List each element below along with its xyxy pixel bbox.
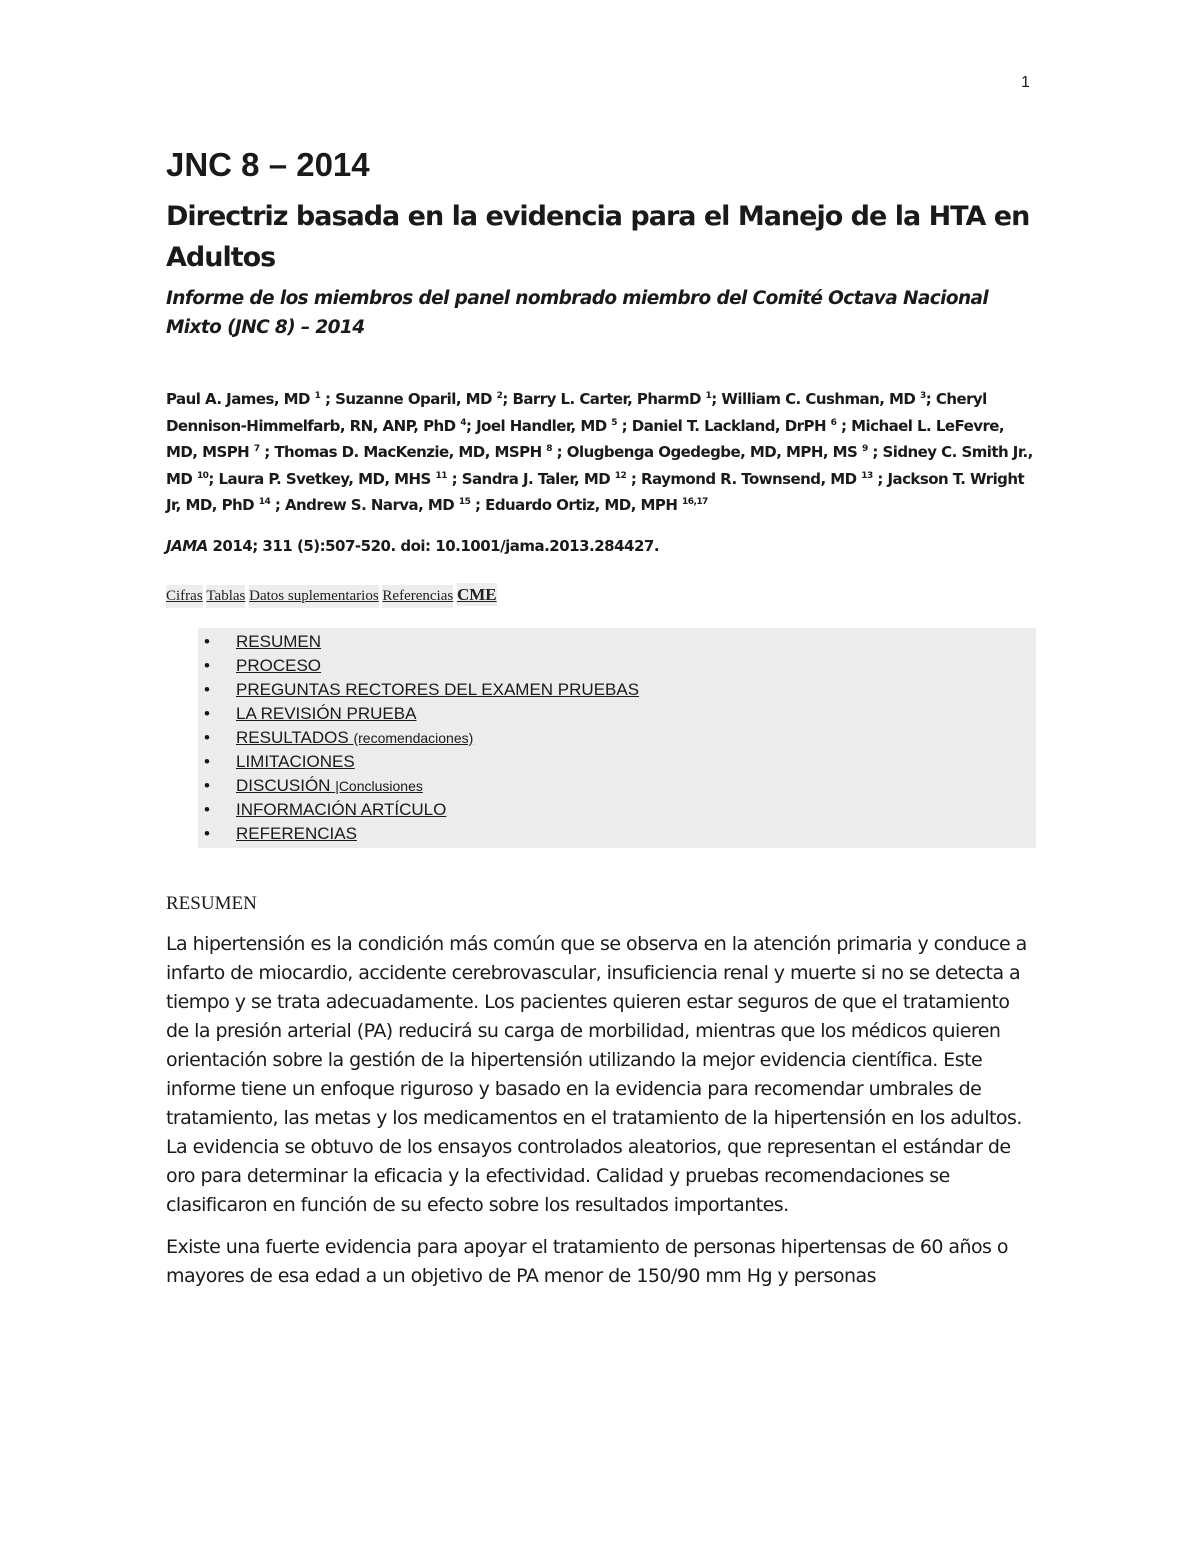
author-affiliation-number: 6 — [830, 417, 837, 428]
link-referencias[interactable]: Referencias — [382, 585, 453, 608]
toc-item — [198, 630, 1036, 654]
author-list — [166, 386, 1036, 519]
author-affiliation-number: 9 — [861, 444, 868, 454]
toc-link-label: PREGUNTAS RECTORES DEL EXAMEN PRUEBAS — [236, 679, 640, 699]
author-separator: ; — [270, 496, 285, 514]
doc-subtitle: Directriz basada en la evidencia para el Manejo de la HTA en Adultos — [166, 201, 1030, 273]
author-affiliation-number: 5 — [611, 417, 617, 428]
abstract-paragraph-1: La hipertensión es la condición más común que se observa en la atención primaria y conduce a infarto de miocardio, accidente cerebrovascular, insuficiencia renal y muerte si no se detecta a tiempo y se trata adecuadamente. Los pacientes quieren estar seguros de que el tratamiento de la presión arterial (PA) reducirá su carga de morbilidad, mientras que los médicos quieren orientación sobre la gestión de la hipertensión utilizando la mejor evidencia científica. Este informe tiene un enfoque riguroso y basado en la evidencia para recomendar umbrales de tratamiento, las metas y los medicamentos en el tratamiento de la hipertensión en los adultos. La evidencia se obtuvo de los ensayos controlados aleatorios, que representan el estándar de oro para determinar la eficacia y la efectividad. Calidad y pruebas recomendaciones se clasificaron en función de su efecto sobre los resultados importantes. — [166, 932, 1027, 1216]
author-separator: ; — [552, 443, 567, 461]
section-heading-resumen: RESUMEN — [166, 892, 257, 914]
author-affiliation-number: 10 — [196, 470, 209, 481]
author-name: Daniel T. Lackland, DrPH — [631, 416, 831, 435]
toc-item — [198, 750, 1036, 774]
toc-link-label: REFERENCIAS — [236, 823, 357, 843]
author-name: Eduardo Ortiz, MD, MPH — [485, 496, 683, 514]
author-affiliation-number: 16,17 — [682, 497, 708, 507]
toc-link-label: LA REVISIÓN PRUEBA — [236, 703, 417, 723]
doc-title: JNC 8 – 2014 — [166, 146, 370, 183]
link-cme[interactable]: CME — [456, 584, 497, 604]
toc-link[interactable] — [236, 680, 639, 699]
author-affiliation-number: 8 — [546, 444, 552, 454]
toc-link-label: RESUMEN — [236, 631, 322, 651]
toc-link[interactable] — [236, 704, 416, 723]
author-separator: ; — [465, 416, 477, 435]
toc-item — [198, 798, 1036, 822]
toc-item — [198, 702, 1036, 726]
author-name: Sandra J. Taler, MD — [461, 469, 615, 488]
author-separator: ; — [208, 469, 219, 488]
toc-item — [198, 822, 1036, 846]
citation-details: 2014; 311 (5):507-520. doi: 10.1001/jama.2013.284427. — [207, 536, 660, 555]
toc-link-label: PROCESO — [236, 655, 322, 675]
author-name: Thomas D. MacKenzie, MD, MSPH — [274, 443, 547, 461]
author-name: Raymond R. Townsend, MD — [641, 469, 862, 488]
author-name: Paul A. James, MD — [166, 390, 315, 408]
author-separator: ; — [446, 469, 462, 488]
toc-link[interactable] — [236, 728, 473, 747]
author-affiliation-number: 12 — [614, 470, 627, 481]
document-body — [166, 140, 1036, 1291]
link-datos-suplementarios[interactable]: Datos suplementarios — [249, 585, 379, 608]
doc-report-line: Informe de los miembros del panel nombrado miembro del Comité Octava Nacional Mixto (JNC 8) – 2014 — [166, 288, 989, 338]
toc-link-label: LIMITACIONES — [236, 751, 355, 771]
toc-link[interactable] — [236, 776, 423, 795]
author-affiliation-number: 11 — [435, 470, 447, 481]
toc-item — [198, 774, 1036, 798]
toc-item — [198, 654, 1036, 678]
author-name: Michael L. LeFevre, MD, MSPH — [166, 416, 1005, 461]
author-affiliation-number: 2 — [496, 391, 503, 401]
author-name: Laura P. Svetkey, MD, MHS — [218, 469, 436, 488]
author-separator: ; — [320, 390, 336, 408]
toc-link-extra: |Conclusiones — [335, 777, 423, 794]
toc-link[interactable] — [236, 824, 357, 843]
toc-link[interactable] — [236, 632, 321, 651]
citation-journal: JAMA — [166, 536, 208, 555]
author-name: Cheryl Dennison-Himmelfarb, RN, ANP, PhD — [166, 390, 987, 435]
author-affiliation-number: 1 — [314, 391, 321, 401]
author-name: Jackson T. Wright Jr, MD, PhD — [166, 469, 1025, 514]
author-affiliation-number: 14 — [258, 497, 271, 507]
link-cifras[interactable]: Cifras — [166, 585, 203, 608]
author-separator: ; — [617, 416, 632, 435]
author-name: Suzanne Oparil, MD — [335, 390, 497, 408]
author-name: Barry L. Carter, PharmD — [512, 390, 706, 408]
toc-link-label: INFORMACIÓN ARTÍCULO — [236, 799, 447, 819]
author-separator: ; — [925, 390, 936, 408]
author-name: Joel Handler, MD — [476, 416, 612, 435]
author-separator: ; — [872, 469, 888, 488]
author-name: William C. Cushman, MD — [721, 390, 921, 408]
author-name: Sidney C. Smith Jr., MD — [166, 443, 1033, 488]
toc-link-extra: (recomendaciones) — [353, 729, 474, 746]
article-links — [166, 583, 1036, 608]
author-separator: ; — [259, 443, 275, 461]
link-tablas[interactable]: Tablas — [206, 585, 245, 608]
author-separator: ; — [626, 469, 642, 488]
author-separator: ; — [711, 390, 722, 408]
author-affiliation-number: 4 — [460, 417, 466, 428]
author-separator: ; — [836, 416, 852, 435]
page-number: 1 — [1021, 74, 1030, 91]
abstract-paragraph-2: Existe una fuerte evidencia para apoyar el tratamiento de personas hipertensas de 60 años o mayores de esa edad a un objetivo de PA menor de 150/90 mm Hg y personas — [166, 1235, 1008, 1287]
table-of-contents — [198, 628, 1036, 848]
author-affiliation-number: 13 — [861, 470, 873, 481]
toc-link[interactable] — [236, 752, 355, 771]
author-affiliation-number: 1 — [705, 391, 712, 401]
author-affiliation-number: 7 — [253, 444, 260, 454]
author-separator: ; — [502, 390, 513, 408]
author-name: Olugbenga Ogedegbe, MD, MPH, MS — [566, 443, 862, 461]
toc-link-label: RESULTADOS — [236, 727, 354, 747]
author-separator: ; — [470, 496, 486, 514]
author-separator: ; — [867, 443, 883, 461]
author-name: Andrew S. Narva, MD — [284, 496, 459, 514]
toc-item — [198, 726, 1036, 750]
toc-item — [198, 678, 1036, 702]
toc-link[interactable] — [236, 656, 321, 675]
citation — [166, 533, 1036, 559]
author-affiliation-number: 3 — [920, 391, 926, 401]
toc-link[interactable] — [236, 800, 446, 819]
toc-link-label: DISCUSIÓN — [236, 775, 336, 795]
author-affiliation-number: 15 — [458, 497, 471, 507]
